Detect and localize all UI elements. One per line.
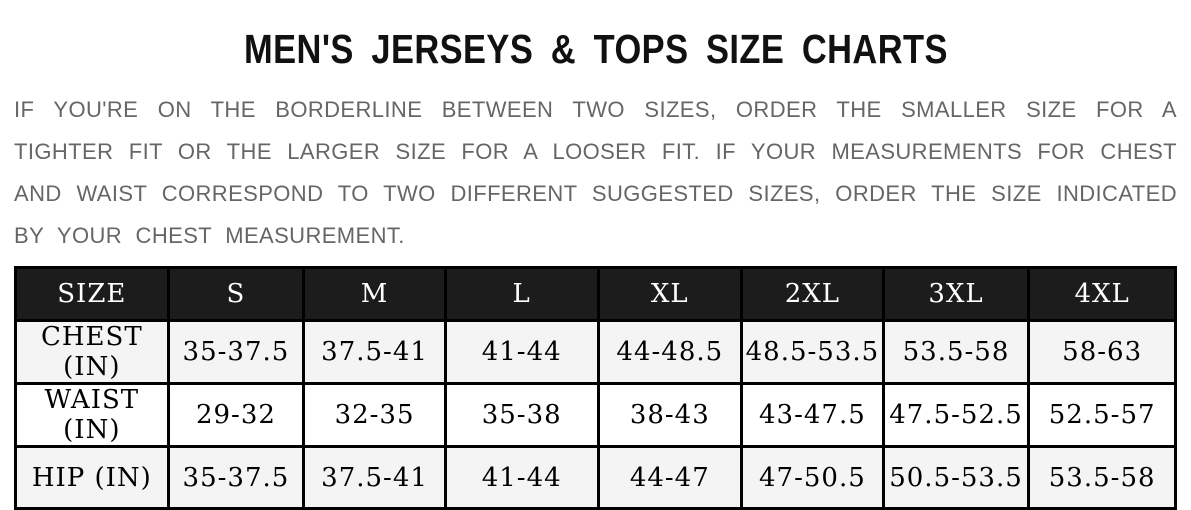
intro-line-4: BY YOUR CHEST MEASUREMENT. bbox=[14, 223, 405, 248]
row-label-chest: CHEST (IN) bbox=[16, 321, 169, 384]
header-cell-3xl: 3XL bbox=[883, 268, 1029, 321]
hip-3xl: 50.5-53.5 bbox=[883, 447, 1029, 509]
hip-s: 35-37.5 bbox=[168, 447, 304, 509]
chest-3xl: 53.5-58 bbox=[883, 321, 1029, 384]
header-cell-4xl: 4XL bbox=[1029, 268, 1176, 321]
table-row-chest bbox=[16, 321, 1176, 384]
waist-xl: 38-43 bbox=[598, 384, 742, 447]
chest-2xl: 48.5-53.5 bbox=[742, 321, 884, 384]
header-cell-xl: XL bbox=[598, 268, 742, 321]
hip-2xl: 47-50.5 bbox=[742, 447, 884, 509]
chest-s: 35-37.5 bbox=[168, 321, 304, 384]
waist-l: 35-38 bbox=[445, 384, 598, 447]
size-chart-table bbox=[14, 266, 1177, 510]
chest-m: 37.5-41 bbox=[304, 321, 446, 384]
intro-line-1: IF YOU'RE ON THE BORDERLINE BETWEEN TWO SIZES, ORDER THE SMALLER SIZE FOR A bbox=[14, 97, 1177, 122]
waist-m: 32-35 bbox=[304, 384, 446, 447]
header-cell-m: M bbox=[304, 268, 446, 321]
hip-4xl: 53.5-58 bbox=[1029, 447, 1176, 509]
chest-l: 41-44 bbox=[445, 321, 598, 384]
row-label-hip: HIP (IN) bbox=[16, 447, 169, 509]
header-row bbox=[16, 268, 1176, 321]
table-row-hip bbox=[16, 447, 1176, 509]
waist-s: 29-32 bbox=[168, 384, 304, 447]
size-chart-header bbox=[16, 268, 1176, 321]
header-cell-2xl: 2XL bbox=[742, 268, 884, 321]
header-cell-size: SIZE bbox=[16, 268, 169, 321]
intro-line-3: AND WAIST CORRESPOND TO TWO DIFFERENT SUGGESTED SIZES, ORDER THE SIZE INDICATED bbox=[14, 181, 1177, 206]
hip-xl: 44-47 bbox=[598, 447, 742, 509]
waist-3xl: 47.5-52.5 bbox=[883, 384, 1029, 447]
chest-xl: 44-48.5 bbox=[598, 321, 742, 384]
intro-line-2: TIGHTER FIT OR THE LARGER SIZE FOR A LOOSER FIT. IF YOUR MEASUREMENTS FOR CHEST bbox=[14, 139, 1177, 164]
size-chart-page bbox=[0, 26, 1191, 510]
row-label-waist: WAIST (IN) bbox=[16, 384, 169, 447]
page-title-wrap bbox=[0, 26, 1191, 73]
waist-2xl: 43-47.5 bbox=[742, 384, 884, 447]
hip-l: 41-44 bbox=[445, 447, 598, 509]
page-title: MEN'S JERSEYS & TOPS SIZE CHARTS bbox=[243, 26, 948, 72]
header-cell-l: L bbox=[445, 268, 598, 321]
waist-4xl: 52.5-57 bbox=[1029, 384, 1176, 447]
table-row-waist bbox=[16, 384, 1176, 447]
hip-m: 37.5-41 bbox=[304, 447, 446, 509]
intro-paragraph bbox=[14, 89, 1177, 257]
header-cell-s: S bbox=[168, 268, 304, 321]
chest-4xl: 58-63 bbox=[1029, 321, 1176, 384]
